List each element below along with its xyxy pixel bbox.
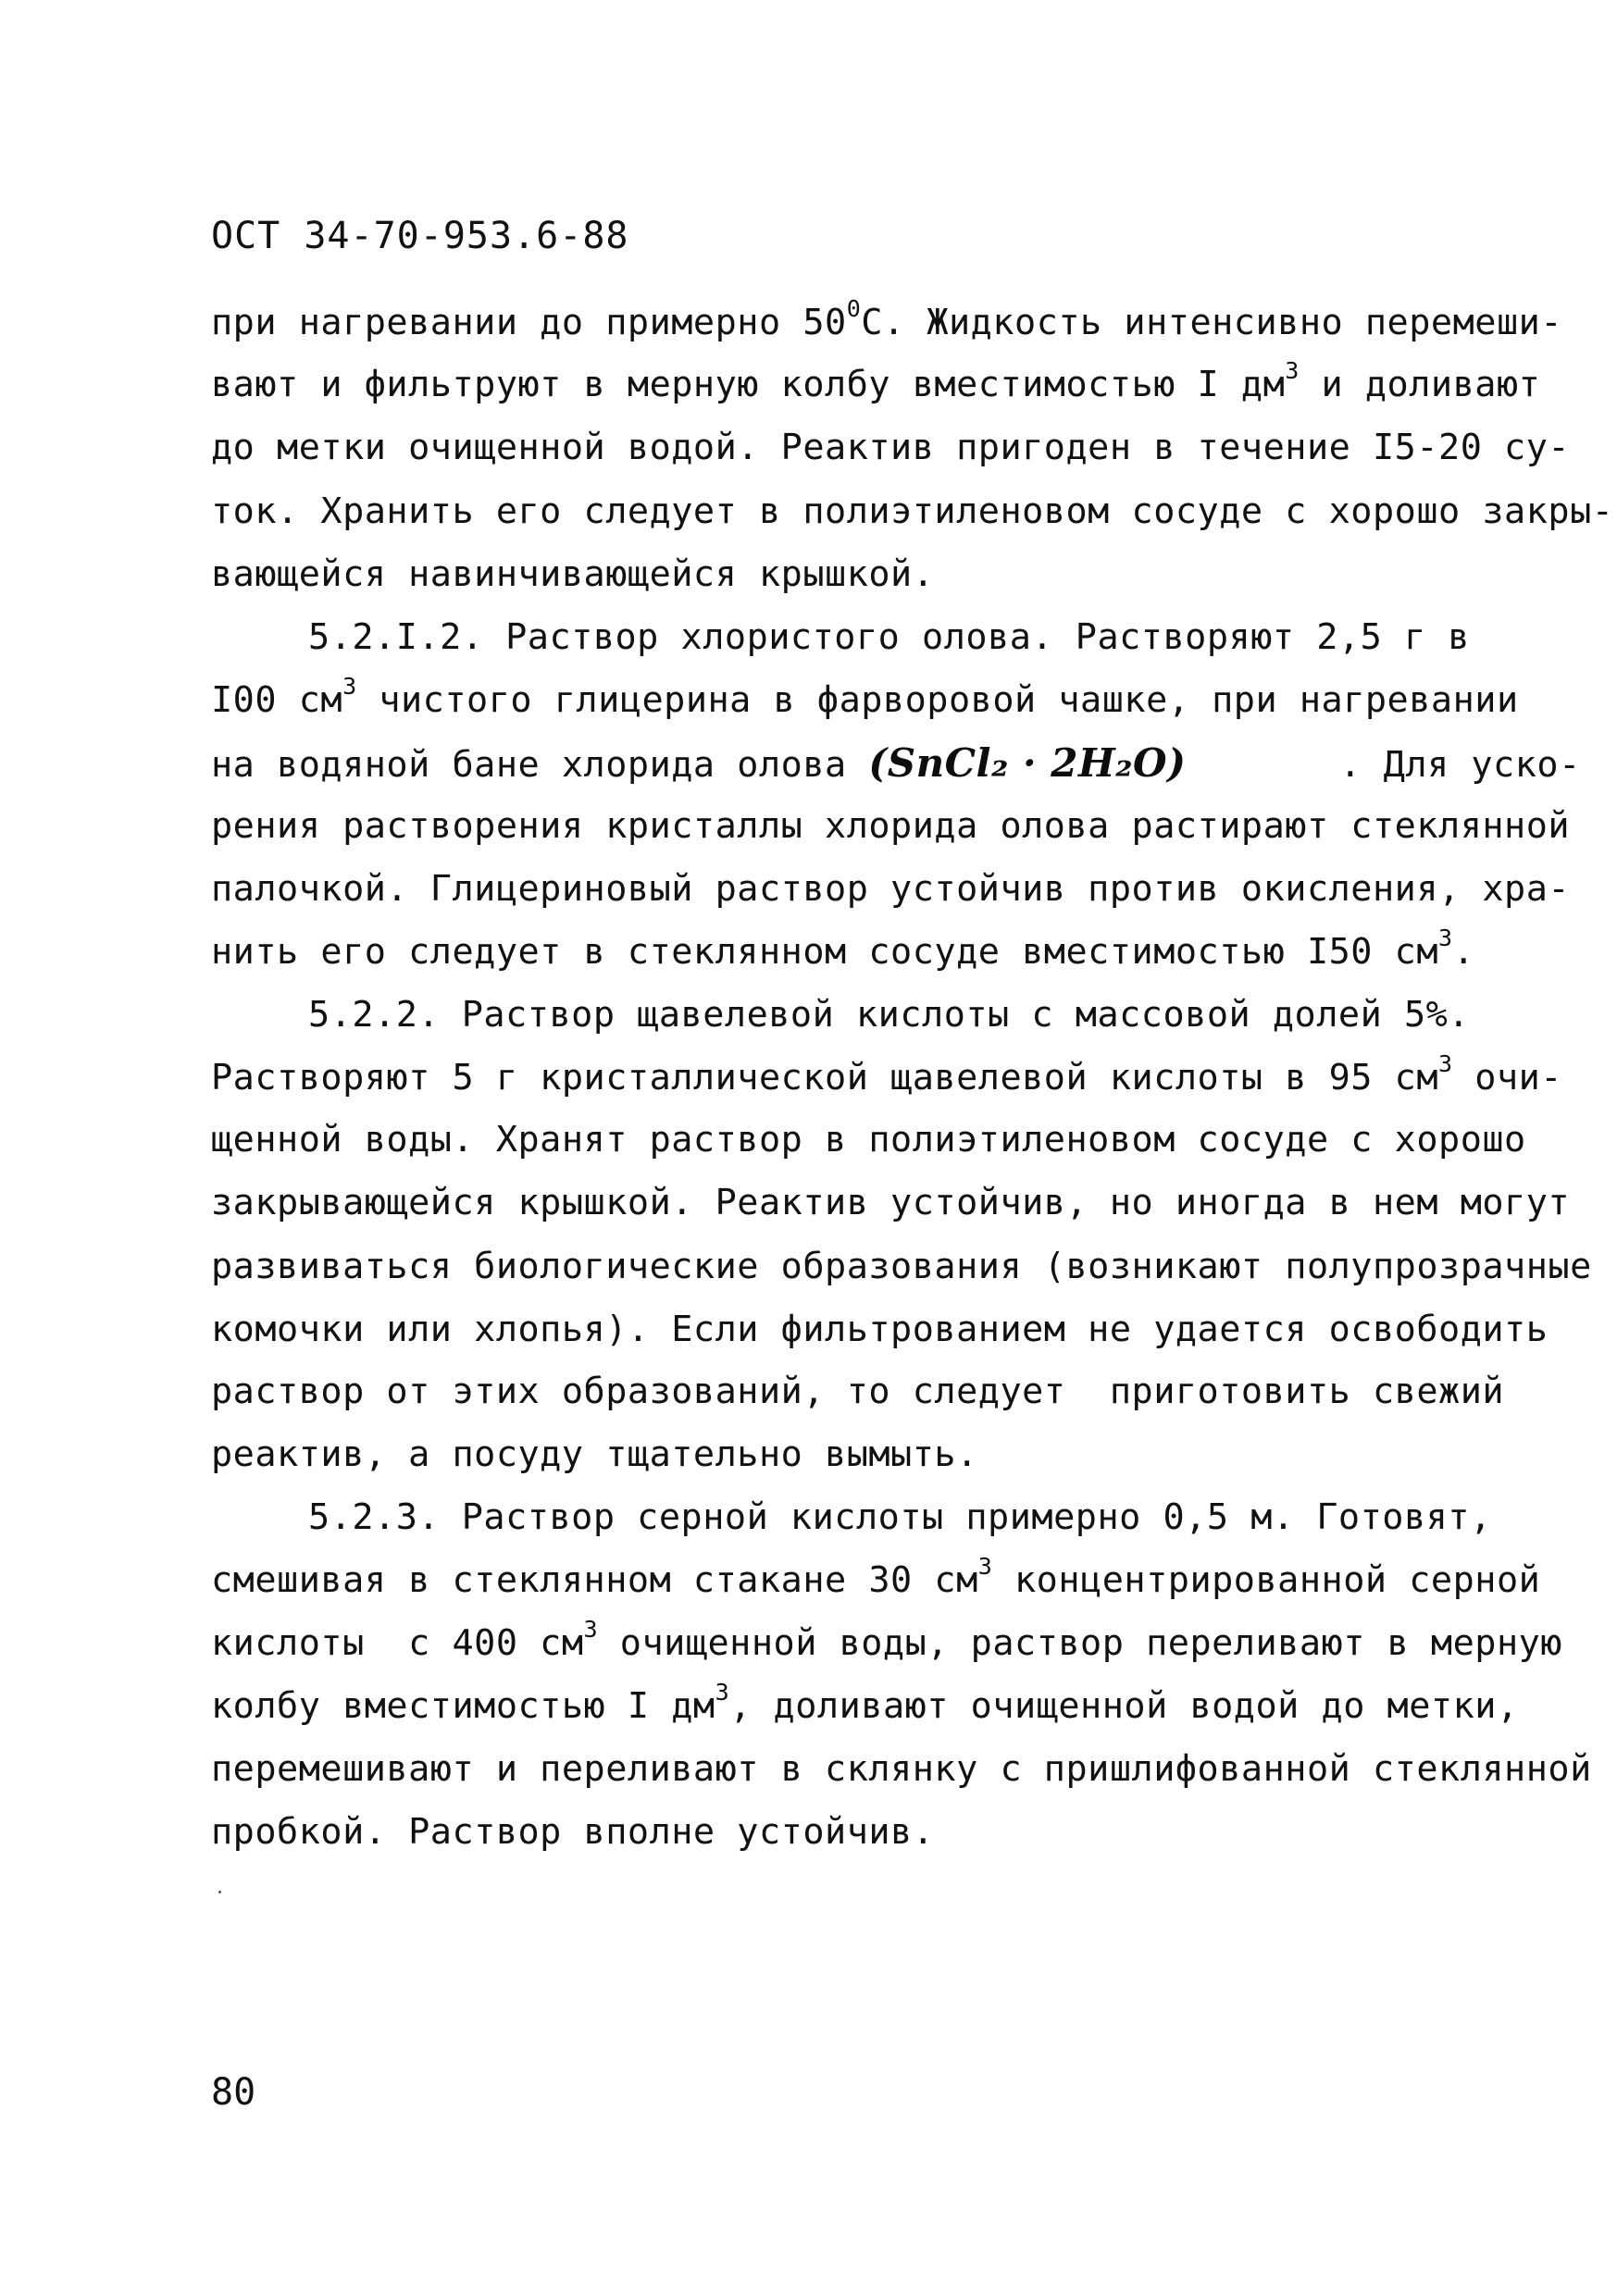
text-line-8: на водяной бане хлорида олова (SnCl₂ · 2H₂O) . Для уско- <box>211 740 1581 786</box>
text-line-19: реактив, а посуду тщательно вымыть. <box>211 1433 978 1475</box>
text-line-5: вающейся навинчивающейся крышкой. <box>211 553 935 595</box>
text-line-18: раствор от этих образований, то следует приготовить свежий <box>211 1371 1505 1412</box>
text-line-9: рения растворения кристаллы хлорида олова растирают стеклянной <box>211 805 1571 847</box>
document-code: ОСТ 34-70-953.6-88 <box>211 215 629 257</box>
text-line-15: закрывающейся крышкой. Реактив устойчив, но иногда в нем могут <box>211 1182 1571 1223</box>
scan-speck <box>218 1891 221 1893</box>
text-line-21: смешивая в стеклянном стакане 30 $см^3$ концентрированной серной <box>211 1553 1541 1601</box>
text-line-1: при нагревании до примерно $50^0С$. Жидкость интенсивно перемеши- <box>211 295 1562 343</box>
text-line-14: щенной воды. Хранят раствор в полиэтиленовом сосуде с хорошо <box>211 1119 1526 1160</box>
text-line-11: нить его следует в стеклянном сосуде вместимостью I50 $см^3$. <box>211 925 1475 973</box>
section-5-2-1-2-heading: 5.2.I.2. Раствор хлористого олова. Растворяют 2,5 г в <box>308 616 1470 658</box>
text-line-17: комочки или хлопья). Если фильтрованием не удается освободить <box>211 1309 1549 1350</box>
text-line-7: I00 $см^3$ чистого глицерина в фарворовой чашке, при нагревании <box>211 673 1519 721</box>
text-line-10: палочкой. Глицериновый раствор устойчив против окисления, хра- <box>211 868 1571 910</box>
section-5-2-3-heading: 5.2.3. Раствор серной кислоты примерно 0,5 м. Готовят, <box>308 1496 1492 1538</box>
section-5-2-2-heading: 5.2.2. Раствор щавелевой кислоты с массовой долей 5%. <box>308 994 1470 1036</box>
text-line-4: ток. Хранить его следует в полиэтиленовом сосуде с хорошо закры- <box>211 490 1614 532</box>
text-line-22: кислоты с 400 $см^3$ очищенной воды, раствор переливают в мерную <box>211 1616 1562 1664</box>
text-line-16: развиваться биологические образования (возникают полупрозрачные <box>211 1246 1592 1287</box>
handwritten-formula: (SnCl₂ · 2H₂O) <box>868 740 1187 786</box>
text-line-13: Растворяют 5 г кристаллической щавелевой кислоты в 95 $см^3$ очи- <box>211 1050 1562 1098</box>
page-number: 80 <box>211 2071 256 2114</box>
text-line-3: до метки очищенной водой. Реактив пригоден в течение I5-20 су- <box>211 427 1571 468</box>
text-line-25: пробкой. Раствор вполне устойчив. <box>211 1811 935 1853</box>
text-line-23: колбу вместимостью I $дм^3$, доливают очищенной водой до метки, <box>211 1679 1519 1727</box>
text-line-2: вают и фильтруют в мерную колбу вместимостью I $дм^3$ и доливают <box>211 357 1541 405</box>
text-line-24: перемешивают и переливают в склянку с пришлифованной стеклянной <box>211 1748 1592 1790</box>
